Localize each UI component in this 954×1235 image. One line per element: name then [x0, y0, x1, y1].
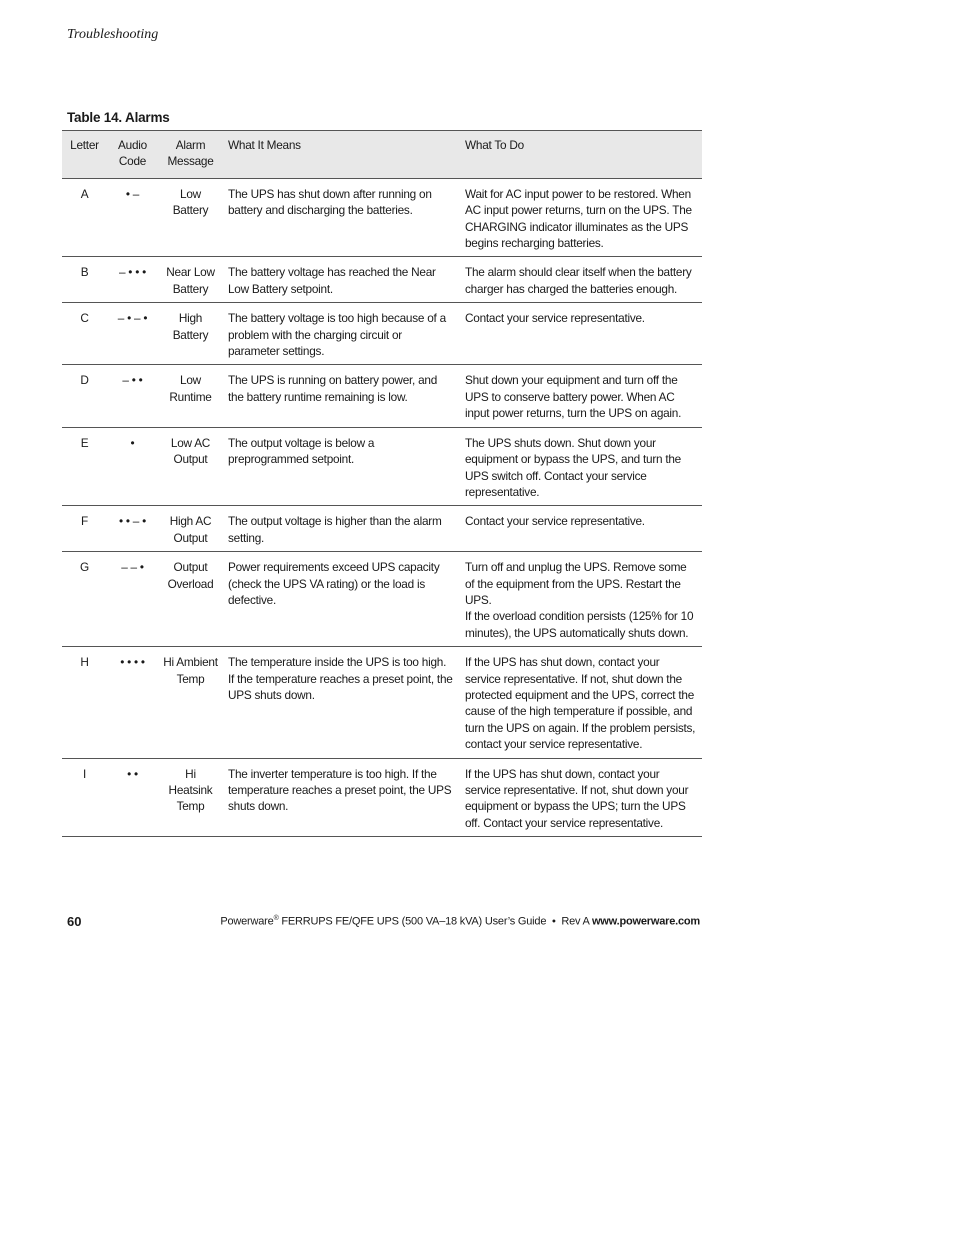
alarm-letter: C [62, 303, 107, 365]
table-row [62, 257, 702, 303]
alarm-action [457, 427, 702, 506]
table-row [62, 365, 702, 427]
alarm-letter: I [62, 758, 107, 837]
alarm-message: Hi Ambient Temp [158, 647, 223, 758]
alarm-meaning: The output voltage is below a preprogrammed setpoint. [223, 427, 457, 506]
action-text: If the overload condition persists (125% for 10 minutes), the UPS automatically shuts down. [465, 609, 694, 640]
audio-code: • [107, 427, 158, 506]
table-row [62, 758, 702, 837]
alarm-message: Near Low Battery [158, 257, 223, 303]
alarm-meaning: The inverter temperature is too high. If the temperature reaches a preset point, the UPS shuts down. [223, 758, 457, 837]
table-title: Table 14. Alarms [67, 110, 170, 125]
page-number: 60 [67, 914, 82, 929]
alarm-message: Hi Heatsink Temp [158, 758, 223, 837]
alarm-meaning: The battery voltage is too high because of a problem with the charging circuit or parameter settings. [223, 303, 457, 365]
audio-code: • • [107, 758, 158, 837]
table-row [62, 506, 702, 552]
alarm-meaning: The output voltage is higher than the alarm setting. [223, 506, 457, 552]
action-text: Contact your service representative. [465, 514, 645, 529]
alarm-action [457, 647, 702, 758]
alarm-message: Low Battery [158, 178, 223, 257]
alarm-action [457, 257, 702, 303]
audio-code: • • • • [107, 647, 158, 758]
alarm-message: High Battery [158, 303, 223, 365]
alarm-letter: G [62, 552, 107, 647]
column-header-what-it-means: What It Means [223, 131, 457, 179]
alarm-action [457, 506, 702, 552]
action-text: The UPS shuts down. Shut down your equipment or bypass the UPS, and turn the UPS switch off. Contact your service representative. [465, 435, 681, 499]
alarm-meaning: The UPS is running on battery power, and the battery runtime remaining is low. [223, 365, 457, 427]
alarm-letter: H [62, 647, 107, 758]
footer-url: www.powerware.com [591, 915, 700, 928]
column-header-alarm-message: Alarm Message [158, 131, 223, 179]
alarm-rows [62, 178, 702, 836]
table-row [62, 427, 702, 506]
alarm-letter: B [62, 257, 107, 303]
alarm-letter: E [62, 427, 107, 506]
action-text: If the UPS has shut down, contact your service representative. If not, shut down your equipment or bypass the UPS; turn the UPS off. Contact your service representative. [465, 766, 689, 830]
action-text: The alarm should clear itself when the battery charger has charged the batteries enough. [465, 265, 692, 296]
footer-guide-title: FERRUPS FE/QFE UPS (500 VA–18 kVA) User’s Guide • Rev A [278, 915, 592, 928]
column-header-audio-code: Audio Code [107, 131, 158, 179]
audio-code: – • – • [107, 303, 158, 365]
table-row [62, 647, 702, 758]
table-header-row [62, 131, 702, 179]
alarm-meaning: Power requirements exceed UPS capacity (check the UPS VA rating) or the load is defective. [223, 552, 457, 647]
audio-code: • • – • [107, 506, 158, 552]
footer-brand: Powerware [220, 915, 274, 928]
alarm-letter: A [62, 178, 107, 257]
action-text: Shut down your equipment and turn off the UPS to conserve battery power. When AC input power returns, turn the UPS on again. [465, 373, 682, 421]
action-text: If the UPS has shut down, contact your service representative. If not, shut down the protected equipment and the UPS, correct the cause of the high temperature if possible, and turn the UPS on again. If the problem persists, contact your service representative. [465, 655, 696, 752]
table-row [62, 552, 702, 647]
alarm-message: High AC Output [158, 506, 223, 552]
registered-mark: ® [273, 915, 279, 922]
audio-code: – • • • [107, 257, 158, 303]
audio-code: – • • [107, 365, 158, 427]
action-text: Contact your service representative. [465, 311, 645, 326]
alarm-action [457, 552, 702, 647]
audio-code: – – • [107, 552, 158, 647]
alarm-letter: D [62, 365, 107, 427]
action-text: Wait for AC input power to be restored. When AC input power returns, turn on the UPS. The CHARGING indicator illuminates as the UPS begins recharging batteries. [465, 186, 692, 251]
alarms-table [62, 130, 702, 837]
alarm-action [457, 303, 702, 365]
footer-guide-info [220, 915, 700, 928]
alarm-message: Low AC Output [158, 427, 223, 506]
column-header-letter: Letter [62, 131, 107, 179]
alarm-message: Output Overload [158, 552, 223, 647]
alarm-message: Low Runtime [158, 365, 223, 427]
alarm-meaning: The UPS has shut down after running on battery and discharging the batteries. [223, 178, 457, 257]
section-header: Troubleshooting [67, 27, 159, 42]
table-row [62, 303, 702, 365]
audio-code: • – [107, 178, 158, 257]
alarm-letter: F [62, 506, 107, 552]
alarm-meaning: The battery voltage has reached the Near Low Battery setpoint. [223, 257, 457, 303]
alarm-action [457, 178, 702, 257]
action-text: Turn off and unplug the UPS. Remove some of the equipment from the UPS. Restart the UPS. [465, 560, 687, 607]
alarm-meaning: The temperature inside the UPS is too high. If the temperature reaches a preset point, the UPS shuts down. [223, 647, 457, 758]
table-row [62, 178, 702, 257]
alarm-action [457, 365, 702, 427]
alarm-action [457, 758, 702, 837]
column-header-what-to-do: What To Do [457, 131, 702, 179]
